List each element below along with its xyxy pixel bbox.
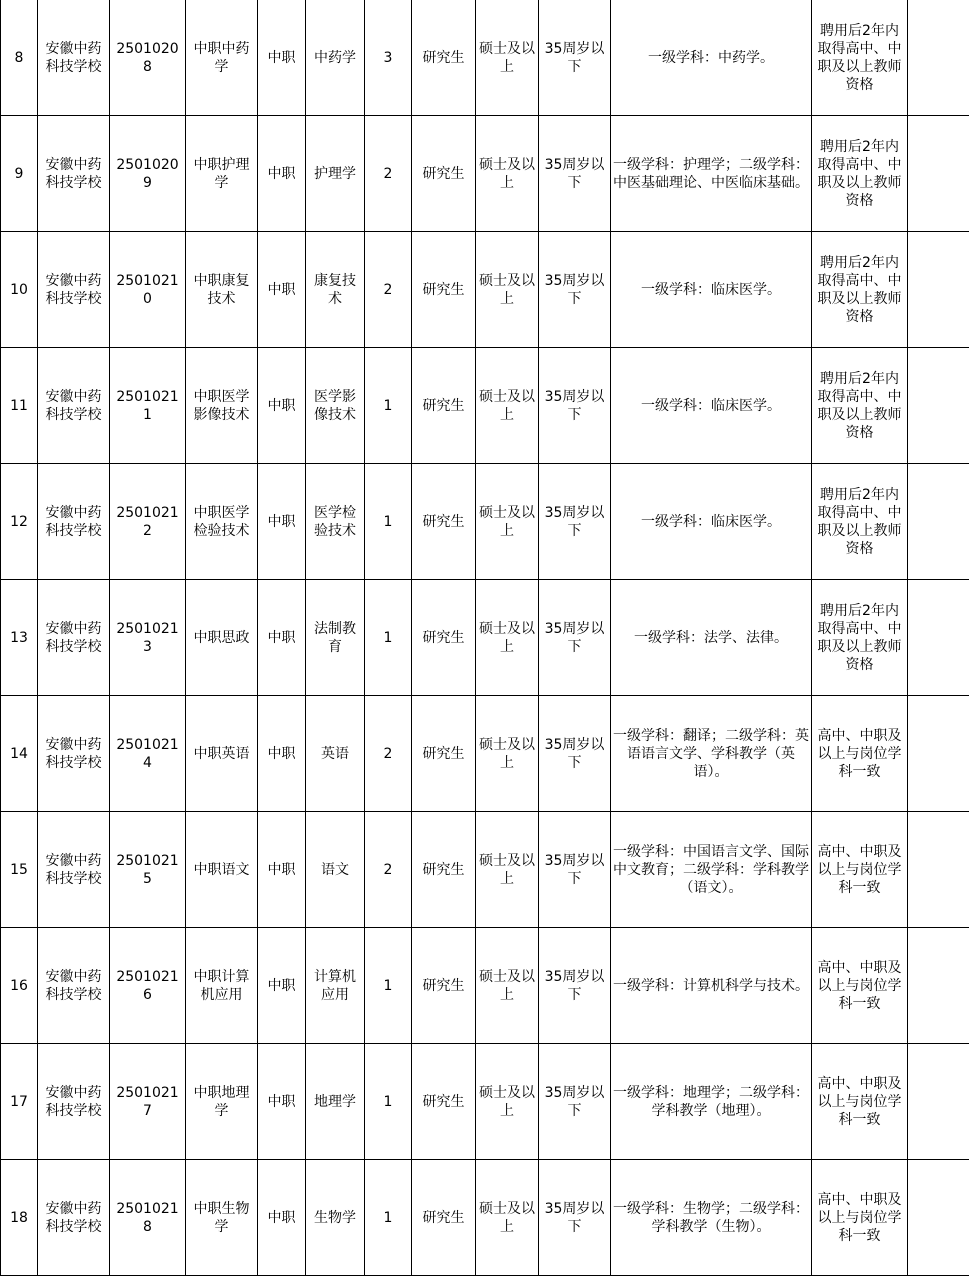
table-row (1, 1160, 969, 1276)
post-code-cell: 25010209 (110, 116, 186, 232)
employer-cell: 安徽中药科技学校 (38, 348, 110, 464)
school-level-cell: 中职 (258, 696, 306, 812)
major-requirement-cell: 一级学科：地理学；二级学科：学科教学（地理）。 (611, 1044, 812, 1160)
subject-cell: 医学影像技术 (306, 348, 365, 464)
education-cell: 研究生 (412, 1044, 476, 1160)
age-cell: 35周岁以下 (539, 116, 611, 232)
row-number-cell: 8 (1, 0, 38, 116)
school-level-cell: 中职 (258, 1044, 306, 1160)
post-name-cell: 中职护理学 (186, 116, 258, 232)
employer-cell: 安徽中药科技学校 (38, 232, 110, 348)
education-cell: 研究生 (412, 0, 476, 116)
subject-cell: 计算机应用 (306, 928, 365, 1044)
post-code-cell: 25010208 (110, 0, 186, 116)
education-cell: 研究生 (412, 696, 476, 812)
age-cell: 35周岁以下 (539, 1044, 611, 1160)
employer-cell: 安徽中药科技学校 (38, 812, 110, 928)
remark-cell (908, 116, 969, 232)
row-number-cell: 11 (1, 348, 38, 464)
employer-cell: 安徽中药科技学校 (38, 1044, 110, 1160)
major-requirement-cell: 一级学科：临床医学。 (611, 348, 812, 464)
headcount-cell: 1 (365, 928, 412, 1044)
row-number-cell: 14 (1, 696, 38, 812)
headcount-cell: 2 (365, 116, 412, 232)
degree-cell: 硕士及以上 (476, 232, 539, 348)
row-number-cell: 16 (1, 928, 38, 1044)
remark-cell (908, 464, 969, 580)
major-requirement-cell: 一级学科：临床医学。 (611, 232, 812, 348)
degree-cell: 硕士及以上 (476, 580, 539, 696)
post-name-cell: 中职生物学 (186, 1160, 258, 1276)
subject-cell: 语文 (306, 812, 365, 928)
major-requirement-cell: 一级学科：临床医学。 (611, 464, 812, 580)
table-row (1, 464, 969, 580)
employer-cell: 安徽中药科技学校 (38, 696, 110, 812)
age-cell: 35周岁以下 (539, 348, 611, 464)
post-name-cell: 中职计算机应用 (186, 928, 258, 1044)
school-level-cell: 中职 (258, 1160, 306, 1276)
major-requirement-cell: 一级学科：计算机科学与技术。 (611, 928, 812, 1044)
table-row (1, 812, 969, 928)
table-row (1, 928, 969, 1044)
remark-cell (908, 1044, 969, 1160)
post-name-cell: 中职语文 (186, 812, 258, 928)
headcount-cell: 1 (365, 348, 412, 464)
major-requirement-cell: 一级学科：中国语言文学、国际中文教育；二级学科：学科教学（语文）。 (611, 812, 812, 928)
headcount-cell: 2 (365, 812, 412, 928)
age-cell: 35周岁以下 (539, 812, 611, 928)
remark-cell (908, 580, 969, 696)
teacher-qualification-cell: 聘用后2年内取得高中、中职及以上教师资格 (812, 348, 908, 464)
age-cell: 35周岁以下 (539, 232, 611, 348)
degree-cell: 硕士及以上 (476, 1044, 539, 1160)
headcount-cell: 1 (365, 1044, 412, 1160)
table-row (1, 580, 969, 696)
employer-cell: 安徽中药科技学校 (38, 464, 110, 580)
subject-cell: 医学检验技术 (306, 464, 365, 580)
post-name-cell: 中职思政 (186, 580, 258, 696)
row-number-cell: 18 (1, 1160, 38, 1276)
age-cell: 35周岁以下 (539, 0, 611, 116)
table-row (1, 0, 969, 116)
education-cell: 研究生 (412, 464, 476, 580)
major-requirement-cell: 一级学科：护理学；二级学科：中医基础理论、中医临床基础。 (611, 116, 812, 232)
school-level-cell: 中职 (258, 580, 306, 696)
teacher-qualification-cell: 高中、中职及以上与岗位学科一致 (812, 928, 908, 1044)
post-name-cell: 中职中药学 (186, 0, 258, 116)
education-cell: 研究生 (412, 348, 476, 464)
post-code-cell: 25010215 (110, 812, 186, 928)
row-number-cell: 13 (1, 580, 38, 696)
headcount-cell: 1 (365, 1160, 412, 1276)
employer-cell: 安徽中药科技学校 (38, 0, 110, 116)
headcount-cell: 1 (365, 464, 412, 580)
teacher-qualification-cell: 聘用后2年内取得高中、中职及以上教师资格 (812, 0, 908, 116)
employer-cell: 安徽中药科技学校 (38, 116, 110, 232)
post-code-cell: 25010214 (110, 696, 186, 812)
education-cell: 研究生 (412, 1160, 476, 1276)
employer-cell: 安徽中药科技学校 (38, 580, 110, 696)
row-number-cell: 15 (1, 812, 38, 928)
post-name-cell: 中职英语 (186, 696, 258, 812)
headcount-cell: 2 (365, 232, 412, 348)
education-cell: 研究生 (412, 812, 476, 928)
school-level-cell: 中职 (258, 464, 306, 580)
subject-cell: 生物学 (306, 1160, 365, 1276)
degree-cell: 硕士及以上 (476, 696, 539, 812)
degree-cell: 硕士及以上 (476, 116, 539, 232)
table-row (1, 348, 969, 464)
post-code-cell: 25010213 (110, 580, 186, 696)
post-code-cell: 25010216 (110, 928, 186, 1044)
table-body (1, 0, 969, 1276)
age-cell: 35周岁以下 (539, 928, 611, 1044)
degree-cell: 硕士及以上 (476, 464, 539, 580)
remark-cell (908, 696, 969, 812)
subject-cell: 法制教育 (306, 580, 365, 696)
table-row (1, 696, 969, 812)
degree-cell: 硕士及以上 (476, 0, 539, 116)
teacher-qualification-cell: 高中、中职及以上与岗位学科一致 (812, 1044, 908, 1160)
row-number-cell: 12 (1, 464, 38, 580)
school-level-cell: 中职 (258, 0, 306, 116)
subject-cell: 护理学 (306, 116, 365, 232)
post-code-cell: 25010210 (110, 232, 186, 348)
age-cell: 35周岁以下 (539, 464, 611, 580)
headcount-cell: 2 (365, 696, 412, 812)
school-level-cell: 中职 (258, 232, 306, 348)
education-cell: 研究生 (412, 232, 476, 348)
age-cell: 35周岁以下 (539, 696, 611, 812)
table-row (1, 116, 969, 232)
row-number-cell: 17 (1, 1044, 38, 1160)
employer-cell: 安徽中药科技学校 (38, 1160, 110, 1276)
post-code-cell: 25010218 (110, 1160, 186, 1276)
major-requirement-cell: 一级学科：中药学。 (611, 0, 812, 116)
remark-cell (908, 1160, 969, 1276)
major-requirement-cell: 一级学科：生物学；二级学科：学科教学（生物）。 (611, 1160, 812, 1276)
subject-cell: 地理学 (306, 1044, 365, 1160)
major-requirement-cell: 一级学科：翻译；二级学科：英语语言文学、学科教学（英语）。 (611, 696, 812, 812)
education-cell: 研究生 (412, 116, 476, 232)
table-row (1, 1044, 969, 1160)
post-code-cell: 25010212 (110, 464, 186, 580)
remark-cell (908, 0, 969, 116)
subject-cell: 康复技术 (306, 232, 365, 348)
teacher-qualification-cell: 聘用后2年内取得高中、中职及以上教师资格 (812, 232, 908, 348)
post-name-cell: 中职康复技术 (186, 232, 258, 348)
post-code-cell: 25010217 (110, 1044, 186, 1160)
post-code-cell: 25010211 (110, 348, 186, 464)
age-cell: 35周岁以下 (539, 580, 611, 696)
post-name-cell: 中职地理学 (186, 1044, 258, 1160)
remark-cell (908, 812, 969, 928)
row-number-cell: 10 (1, 232, 38, 348)
headcount-cell: 1 (365, 580, 412, 696)
school-level-cell: 中职 (258, 348, 306, 464)
row-number-cell: 9 (1, 116, 38, 232)
teacher-qualification-cell: 聘用后2年内取得高中、中职及以上教师资格 (812, 116, 908, 232)
teacher-qualification-cell: 高中、中职及以上与岗位学科一致 (812, 812, 908, 928)
subject-cell: 中药学 (306, 0, 365, 116)
degree-cell: 硕士及以上 (476, 1160, 539, 1276)
post-name-cell: 中职医学影像技术 (186, 348, 258, 464)
major-requirement-cell: 一级学科：法学、法律。 (611, 580, 812, 696)
education-cell: 研究生 (412, 580, 476, 696)
remark-cell (908, 928, 969, 1044)
school-level-cell: 中职 (258, 928, 306, 1044)
teacher-qualification-cell: 聘用后2年内取得高中、中职及以上教师资格 (812, 464, 908, 580)
post-name-cell: 中职医学检验技术 (186, 464, 258, 580)
table-row (1, 232, 969, 348)
remark-cell (908, 232, 969, 348)
degree-cell: 硕士及以上 (476, 812, 539, 928)
headcount-cell: 3 (365, 0, 412, 116)
education-cell: 研究生 (412, 928, 476, 1044)
degree-cell: 硕士及以上 (476, 348, 539, 464)
teacher-qualification-cell: 高中、中职及以上与岗位学科一致 (812, 696, 908, 812)
age-cell: 35周岁以下 (539, 1160, 611, 1276)
subject-cell: 英语 (306, 696, 365, 812)
employer-cell: 安徽中药科技学校 (38, 928, 110, 1044)
teacher-qualification-cell: 高中、中职及以上与岗位学科一致 (812, 1160, 908, 1276)
school-level-cell: 中职 (258, 812, 306, 928)
degree-cell: 硕士及以上 (476, 928, 539, 1044)
remark-cell (908, 348, 969, 464)
teacher-qualification-cell: 聘用后2年内取得高中、中职及以上教师资格 (812, 580, 908, 696)
school-level-cell: 中职 (258, 116, 306, 232)
